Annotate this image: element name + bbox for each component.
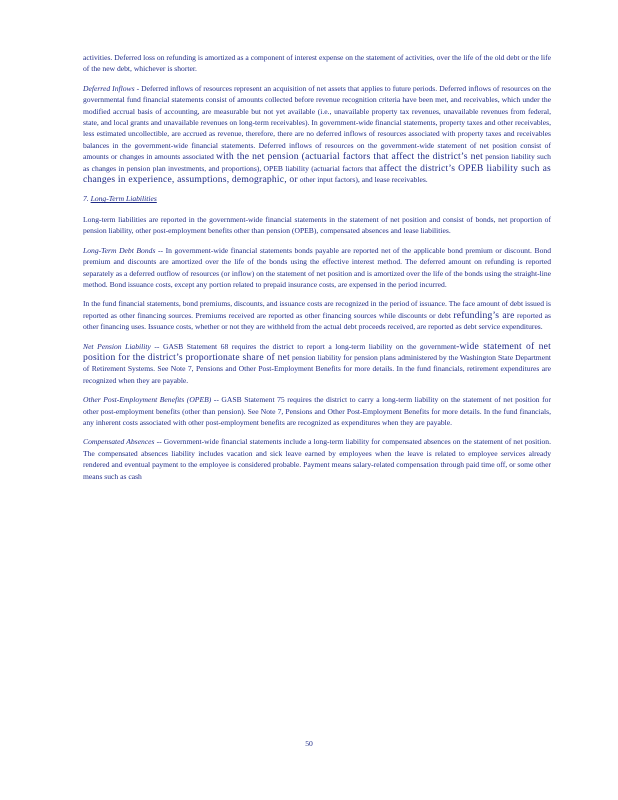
term-opeb: Other Post-Employment Benefits (OPEB) [83, 395, 212, 405]
paragraph-deferred-loss [83, 52, 551, 75]
paragraph-text-large: refunding’s are [453, 309, 515, 321]
paragraph-text: -- GASB Statement 68 requires the district to report a long-term liability on the government [150, 341, 457, 351]
paragraph-deferred-inflows [83, 83, 551, 186]
section-heading [83, 193, 551, 204]
section-number: 7. [83, 194, 89, 204]
paragraph-long-term-liabilities [83, 214, 551, 237]
term-compensated-absences: Compensated Absences [83, 437, 155, 447]
paragraph-text-large: -wide statement of net position for the district’s proportionate share of net [83, 340, 551, 363]
paragraph-text: reported as other financing uses. Issuance costs, whether or not they are withheld from the actual debt proceeds received, are reported as debt service expenditures. [83, 310, 551, 332]
paragraph-text: -- GASB Statement 75 requires the district to carry a long-term liability on the statement of net position for other post-employment benefits (other than pension). See Note 7, Pensions and Other Post-Employment Benefits for more details. In the fund financials, any inherent costs associated with other post-employment benefits are recognized as expenditures when they are payable. [83, 395, 551, 427]
paragraph-text: Long-term liabilities are reported in the government-wide financial statements in the statement of net position and consist of bonds, net proportion of pension liability, other post-employment benefits other than pension (OPEB), compensated absences and lease liabilities. [83, 214, 551, 236]
paragraph-text-large: with the net pension (actuarial factors that affect the district’s net [216, 151, 483, 163]
page-body [83, 52, 551, 490]
section-title: Long-Term Liabilities [90, 194, 157, 204]
paragraph-text: pension liability such as changes in pension plan investments, and proportions), OPEB liability (actuarial factors that [83, 152, 551, 173]
paragraph-text: In the fund financial statements, bond premiums, discounts, and issuance costs are recognized in the period of issuance. The face amount of debt issued is reported as other financing sources. Premiums received are reported as other financing sources while discounts or debt [83, 299, 551, 320]
term-net-pension-liability: Net Pension Liability [83, 341, 151, 351]
term-long-term-debt-bonds: Long-Term Debt Bonds [83, 245, 156, 255]
paragraph-text: -- Government-wide financial statements include a long-term liability for compensated absences on the statement of net position. The compensated absences liability includes vacation and sick leave earned by employees when the leave is related to employee services already rendered and eventual payment to the employee is considered probable. Payment means salary-related compensation through paid time off, or some other means such as cash [83, 437, 551, 481]
paragraph-text: other input factors), and lease receivables. [297, 175, 428, 185]
paragraph-net-pension [83, 341, 551, 387]
paragraph-text: - Deferred inflows of resources represent an acquisition of net assets that applies to future periods. Deferred inflows of resources on the governmental fund financial statements consist of amounts collected before revenue recognition criteria have been met, and receivables, which under the modified accrual basis of accounting, are measurable but not yet available (i.e., unavailable property tax revenues, unavailable revenues from federal, state, and local grants and unavailable revenues on long-term receivables). In government-wide financial statements, property taxes and other receivables, less estimated uncollectible, are accrued as revenue, therefore, there are no deferred inflows of resources associated with property taxes and receivables balances in the government-wide financial statements. Deferred inflows of resources on the government-wide statement of net position consist of amounts or changes in amounts associated [83, 83, 551, 162]
paragraph-opeb [83, 394, 551, 428]
page-number: 50 [305, 739, 313, 748]
paragraph-text: -- In government-wide financial statements bonds payable are reported net of the applicable bond premium or discount. Bond premium and discounts are amortized over the life of the bonds using the effective interest method. The deferred amount on refunding is reported separately as a deferred outflow of resources (or inflow) on the statement of net position and is amortized over the life of the bonds using the straight-line method. Bond issuance costs, except any portion related to prepaid insurance costs, are expensed in the period incurred. [83, 245, 551, 289]
paragraph-compensated-absences [83, 436, 551, 482]
paragraph-bonds [83, 245, 551, 291]
paragraph-text: activities. Deferred loss on refunding is amortized as a component of interest expense on the statement of activities, over the life of the old debt or the life of the new debt, whichever is shorter. [83, 53, 551, 74]
paragraph-text: pension liability for pension plans administered by the Washington State Department of Retirement Systems. See Note 7, Pensions and Other Post-Employment Benefits for more details. In the fund financials, retirement expenditures are recognized when they are payable. [83, 352, 551, 385]
paragraph-text-large: affect the district’s OPEB liability such as changes in experience, assumptions, demographic, or [83, 162, 551, 186]
paragraph-fund-statements [83, 298, 551, 332]
term-deferred-inflows: Deferred Inflows [83, 83, 135, 93]
